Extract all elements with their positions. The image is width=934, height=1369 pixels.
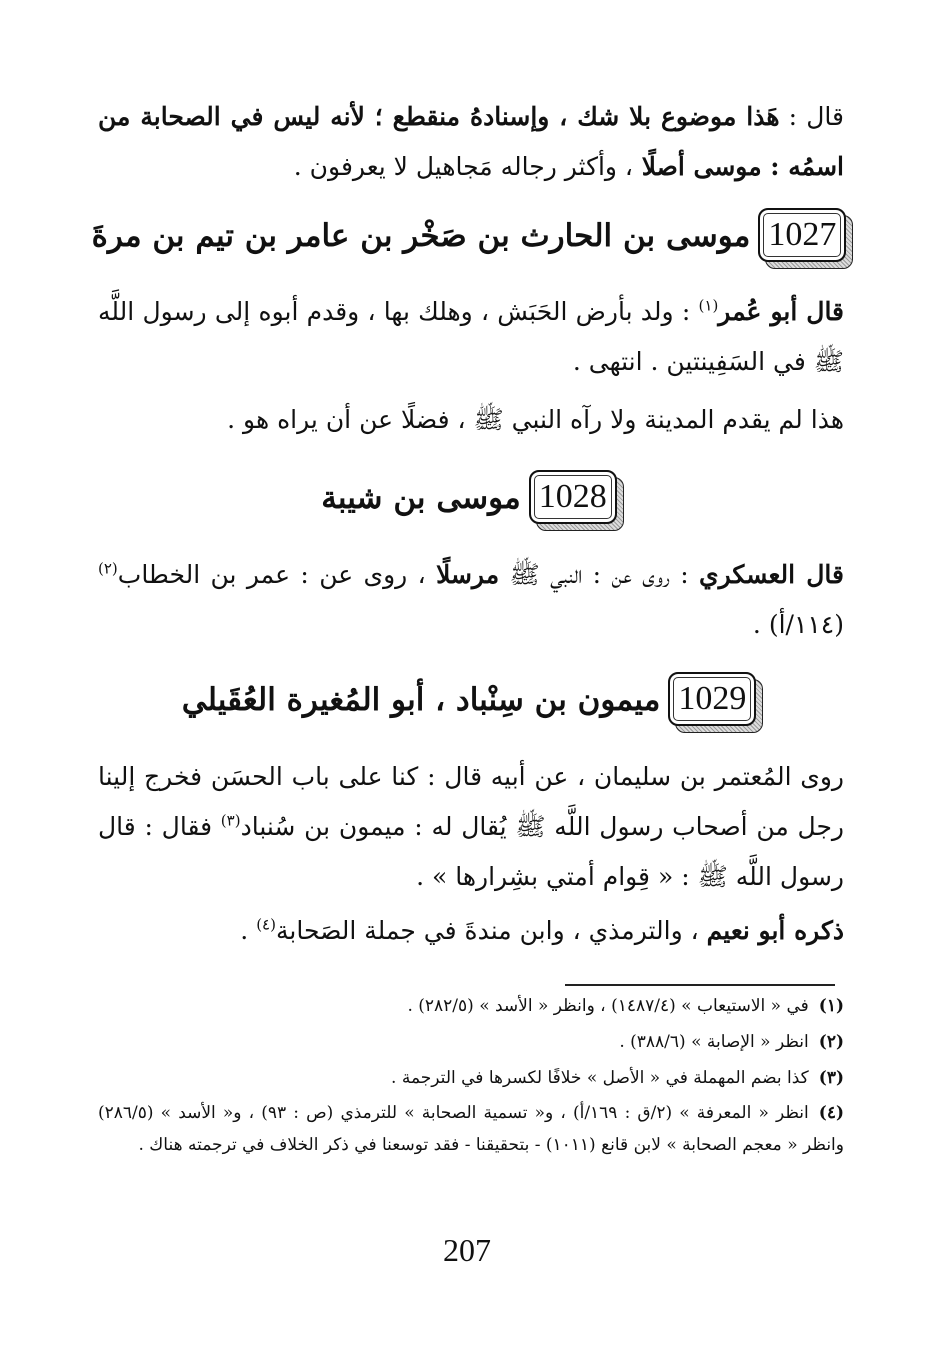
bold-text-segment: قال العسكري [699,560,844,589]
footnote-ref: (٢) [98,559,118,578]
paragraph-mutamir [98,752,844,902]
footnote-1 [98,990,844,1022]
entry-name: موسى بن شيبة [321,480,521,516]
entry-heading-1027 [91,196,844,276]
text-segment: (١١٤/أ) . [752,610,844,639]
entry-number: 1028 [529,470,617,524]
text-segment: هذا لم يقدم المدينة ولا رآه النبي ﷺ ، فضلًا عن أن يراه هو . [227,405,844,434]
text-segment: فقال : قال رسول اللَّه ﷺ : « قِوام أمتي بشِرارها » . [98,812,844,891]
footnote-4 [98,1097,844,1161]
footnote-ref: (٤) [256,915,276,934]
page-number: 207 [443,1232,491,1268]
footnote-number: (٣) [818,1068,844,1088]
paragraph-askari [98,550,844,650]
bold-text-segment: ذكره أبو نعيم [706,916,844,945]
paragraph-comment [98,395,844,445]
text-segment: . [240,916,257,945]
footnote-text: انظر « الإصابة » (٣٨٨/٦) . [619,1032,809,1052]
footnote-ref: (٣) [220,811,241,830]
footnote-ref: (١) [698,296,719,315]
footnote-3 [98,1062,844,1094]
footnote-separator [565,984,835,986]
entry-heading-1029 [98,660,844,740]
text-segment: ، والترمذي ، وابن مندةَ في جملة الصَحابة [275,916,707,945]
footnote-text: في « الاستيعاب » (١٤٨٧/٤) ، وانظر « الأسد » (٢٨٢/٥) . [407,996,809,1016]
entry-name: ميمون بن سِنْباد ، أبو المُغيرة العُقَيلي [181,682,661,718]
entry-number: 1029 [668,672,756,726]
paragraph-dhakarahu [98,906,844,956]
text-segment: قال : [779,102,844,131]
footnote-text: انظر « المعرفة » (٢/ق : ١٦٩/أ) ، و« تسمية الصحابة » للترمذي (ص : ٩٣) ، و« الأسد » (٢٨٦/٥) وانظر « معجم الصحابة » لابن قانع (١٠١١) - بتحقيقنا - فقد توسعنا في ذكر الخلاف في ترجمته هناك . [98,1103,844,1155]
bold-text-segment: مرسلًا [436,560,500,589]
bold-text-segment: هَذا موضوع بلا شك ، وإسنادهُ منقطع ؛ لأنه ليس في الصحابة من اسمُه : موسى أصلًا [98,102,844,181]
text-segment: : روى عن : النبي ﷺ [499,560,700,589]
text-segment: : ولد بأرض الحَبَش ، وهلك بها ، وقدم أبوه إلى رسول اللَّه ﷺ في السَفِينتين . انتهى . [98,297,844,376]
entry-name: موسى بن الحارث بن صَخْر بن عامر بن تيم بن مرةَ [91,218,751,254]
entry-number-box [668,672,760,728]
entry-number-box [758,208,850,264]
entry-heading-1028 [98,458,844,538]
entry-number-box [529,470,621,526]
footnote-number: (٤) [818,1103,845,1123]
footnote-number: (٢) [818,1032,844,1052]
text-segment: ، روى عن : عمر بن الخطاب [117,560,437,589]
text-segment: روى المُعتمر بن سليمان ، عن أبيه قال : كنا على باب الحسَن فخرج إلينا رجل من أصحاب رسول اللَّه ﷺ يُقال له : ميمون بن سُنباد [98,762,844,841]
bold-text-segment: قال أبو عُمر [718,297,845,326]
paragraph-intro [98,92,844,192]
footnote-2 [98,1026,844,1058]
footnote-text: كذا بضم المهملة في « الأصل » خلافًا لكسرها في الترجمة . [391,1068,809,1088]
footnote-number: (١) [818,996,844,1016]
entry-number: 1027 [758,208,846,262]
paragraph-abu-umar [98,287,844,387]
text-segment: ، وأكثر رجاله مَجاهيل لا يعرفون . [293,152,634,181]
